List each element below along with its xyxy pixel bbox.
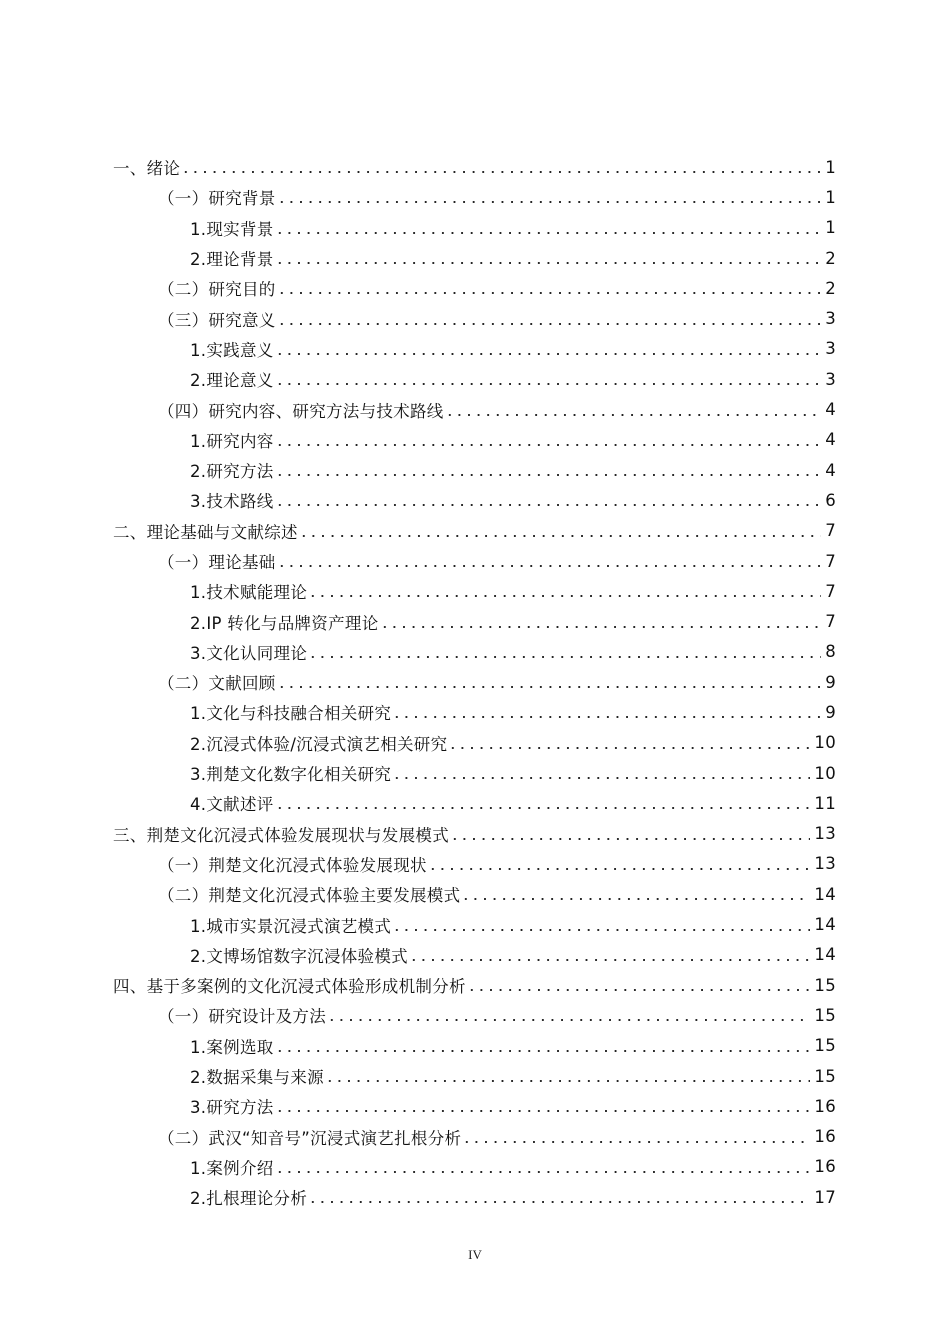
- toc-entry-title: 1.技术赋能理论: [190, 579, 308, 603]
- toc-entry[interactable]: [0, 152, 950, 182]
- dot-leader: [308, 595, 821, 597]
- toc-entry-row: [190, 943, 950, 967]
- dot-leader: [467, 989, 811, 991]
- toc-entry-page-number: 15: [814, 1005, 836, 1025]
- dot-leader: [380, 626, 822, 628]
- toc-entry-title: 1.案例介绍: [190, 1155, 275, 1179]
- toc-entry-page-number: 7: [825, 521, 836, 541]
- toc-entry-row: [190, 458, 950, 482]
- toc-entry[interactable]: [0, 909, 950, 939]
- toc-entry-row: [190, 1155, 950, 1179]
- toc-entry-title: 2.研究方法: [190, 458, 275, 482]
- toc-entry-row: [190, 913, 950, 937]
- toc-entry-page-number: 8: [825, 642, 836, 662]
- toc-entry-title: （一）研究设计及方法: [158, 1003, 327, 1027]
- toc-entry-page-number: 2: [825, 278, 836, 298]
- toc-entry[interactable]: [0, 637, 950, 667]
- toc-entry-page-number: 14: [814, 884, 836, 904]
- toc-entry[interactable]: [0, 1031, 950, 1061]
- toc-entry-row: [190, 337, 950, 361]
- dot-leader: [275, 1050, 811, 1052]
- toc-entry-title: 2.IP 转化与品牌资产理论: [190, 610, 380, 634]
- toc-entry-row: [158, 670, 950, 694]
- table-of-contents: [0, 152, 950, 1212]
- toc-entry-title: （一）研究背景: [158, 185, 277, 209]
- dot-leader: [450, 838, 810, 840]
- dot-leader: [277, 292, 822, 294]
- toc-entry[interactable]: [0, 182, 950, 212]
- toc-entry-title: （三）研究意义: [158, 307, 277, 331]
- toc-entry-page-number: 16: [814, 1127, 836, 1147]
- toc-entry[interactable]: [0, 243, 950, 273]
- dot-leader: [277, 565, 822, 567]
- toc-entry-row: [190, 216, 950, 240]
- toc-entry-row: [190, 1034, 950, 1058]
- toc-entry[interactable]: [0, 546, 950, 576]
- toc-entry-title: 二、理论基础与文献综述: [113, 519, 299, 543]
- toc-entry-row: [190, 1094, 950, 1118]
- toc-entry-title: 1.现实背景: [190, 216, 275, 240]
- toc-entry-title: 2.理论背景: [190, 246, 275, 270]
- toc-entry[interactable]: [0, 364, 950, 394]
- toc-entry[interactable]: [0, 849, 950, 879]
- dot-leader: [428, 868, 811, 870]
- toc-entry[interactable]: [0, 1152, 950, 1182]
- toc-entry-page-number: 15: [814, 975, 836, 995]
- toc-entry-title: 3.技术路线: [190, 488, 275, 512]
- toc-entry-page-number: 6: [825, 490, 836, 510]
- toc-entry-page-number: 3: [825, 339, 836, 359]
- dot-leader: [277, 323, 822, 325]
- dot-leader: [275, 807, 811, 809]
- toc-entry-title: （一）理论基础: [158, 549, 277, 573]
- toc-entry[interactable]: [0, 303, 950, 333]
- toc-entry-title: （二）文献回顾: [158, 670, 277, 694]
- toc-entry-row: [158, 276, 950, 300]
- toc-entry[interactable]: [0, 213, 950, 243]
- toc-entry-title: 3.研究方法: [190, 1094, 275, 1118]
- toc-entry-page-number: 4: [825, 400, 836, 420]
- toc-entry-page-number: 13: [814, 854, 836, 874]
- toc-entry-page-number: 4: [825, 460, 836, 480]
- dot-leader: [275, 1171, 811, 1173]
- dot-leader: [275, 504, 822, 506]
- toc-entry[interactable]: [0, 788, 950, 818]
- dot-leader: [308, 1201, 810, 1203]
- toc-entry-title: 1.城市实景沉浸式演艺模式: [190, 913, 392, 937]
- toc-entry-row: [190, 367, 950, 391]
- toc-entry[interactable]: [0, 1061, 950, 1091]
- toc-entry-title: 2.文博场馆数字沉浸体验模式: [190, 943, 409, 967]
- toc-entry-row: [113, 519, 950, 543]
- toc-entry[interactable]: [0, 667, 950, 697]
- toc-entry[interactable]: [0, 1000, 950, 1030]
- toc-entry-row: [113, 155, 950, 179]
- toc-entry[interactable]: [0, 970, 950, 1000]
- dot-leader: [392, 716, 821, 718]
- toc-entry-title: 1.案例选取: [190, 1034, 275, 1058]
- toc-entry-title: （二）研究目的: [158, 276, 277, 300]
- toc-entry-page-number: 1: [825, 157, 836, 177]
- toc-entry-page-number: 9: [825, 672, 836, 692]
- toc-entry-row: [113, 822, 950, 846]
- toc-entry-title: 2.沉浸式体验/沉浸式演艺相关研究: [190, 731, 448, 755]
- toc-entry-title: （四）研究内容、研究方法与技术路线: [158, 398, 445, 422]
- toc-entry-title: 2.数据采集与来源: [190, 1064, 325, 1088]
- dot-leader: [277, 201, 822, 203]
- dot-leader: [299, 535, 821, 537]
- toc-entry-title: 1.实践意义: [190, 337, 275, 361]
- toc-entry-page-number: 15: [814, 1036, 836, 1056]
- toc-entry-page-number: 1: [825, 218, 836, 238]
- dot-leader: [275, 353, 822, 355]
- toc-entry-row: [158, 852, 950, 876]
- toc-entry[interactable]: [0, 1122, 950, 1152]
- toc-entry-page-number: 14: [814, 915, 836, 935]
- toc-entry-page-number: 10: [814, 763, 836, 783]
- toc-entry-row: [190, 791, 950, 815]
- toc-entry-title: 3.文化认同理论: [190, 640, 308, 664]
- dot-leader: [181, 171, 821, 173]
- dot-leader: [275, 444, 822, 446]
- dot-leader: [275, 1110, 811, 1112]
- toc-entry-row: [190, 1185, 950, 1209]
- toc-entry-row: [158, 1125, 950, 1149]
- dot-leader: [277, 686, 822, 688]
- toc-entry-row: [190, 731, 950, 755]
- toc-entry-page-number: 7: [825, 551, 836, 571]
- toc-entry[interactable]: [0, 1091, 950, 1121]
- toc-entry-row: [190, 488, 950, 512]
- toc-entry-page-number: 10: [814, 733, 836, 753]
- toc-entry-title: 2.理论意义: [190, 367, 275, 391]
- toc-entry-row: [158, 307, 950, 331]
- toc-entry-page-number: 3: [825, 369, 836, 389]
- toc-entry-row: [190, 428, 950, 452]
- dot-leader: [275, 474, 822, 476]
- toc-entry-page-number: 3: [825, 309, 836, 329]
- toc-entry[interactable]: [0, 606, 950, 636]
- toc-entry-row: [158, 398, 950, 422]
- toc-entry-page-number: 9: [825, 702, 836, 722]
- toc-entry-row: [190, 610, 950, 634]
- toc-entry[interactable]: [0, 273, 950, 303]
- toc-entry[interactable]: [0, 455, 950, 485]
- toc-entry-title: 2.扎根理论分析: [190, 1185, 308, 1209]
- dot-leader: [308, 656, 821, 658]
- toc-entry[interactable]: [0, 1182, 950, 1212]
- toc-entry[interactable]: [0, 940, 950, 970]
- dot-leader: [392, 777, 810, 779]
- toc-entry[interactable]: [0, 879, 950, 909]
- dot-leader: [392, 929, 810, 931]
- toc-entry[interactable]: [0, 697, 950, 727]
- page-number-footer: IV: [468, 1247, 482, 1262]
- dot-leader: [275, 232, 822, 234]
- toc-entry[interactable]: [0, 576, 950, 606]
- toc-entry-page-number: 16: [814, 1096, 836, 1116]
- dot-leader: [462, 1141, 810, 1143]
- toc-entry-row: [190, 246, 950, 270]
- toc-entry-page-number: 13: [814, 824, 836, 844]
- toc-entry-page-number: 2: [825, 248, 836, 268]
- toc-entry-page-number: 17: [814, 1187, 836, 1207]
- toc-entry-row: [158, 882, 950, 906]
- toc-entry-title: 一、绪论: [113, 155, 181, 179]
- toc-entry[interactable]: [0, 394, 950, 424]
- toc-entry-row: [158, 185, 950, 209]
- toc-entry-page-number: 7: [825, 612, 836, 632]
- dot-leader: [448, 747, 810, 749]
- toc-entry-row: [190, 700, 950, 724]
- toc-entry-title: （二）荆楚文化沉浸式体验主要发展模式: [158, 882, 461, 906]
- toc-entry-page-number: 1: [825, 187, 836, 207]
- toc-entry-row: [158, 549, 950, 573]
- dot-leader: [325, 1080, 810, 1082]
- dot-leader: [275, 383, 822, 385]
- toc-entry-title: 4.文献述评: [190, 791, 275, 815]
- dot-leader: [327, 1019, 810, 1021]
- toc-entry-page-number: 4: [825, 430, 836, 450]
- toc-entry-page-number: 7: [825, 581, 836, 601]
- toc-entry-title: （一）荆楚文化沉浸式体验发展现状: [158, 852, 428, 876]
- toc-entry-row: [158, 1003, 950, 1027]
- toc-entry[interactable]: [0, 425, 950, 455]
- toc-entry-row: [190, 761, 950, 785]
- toc-entry-page-number: 14: [814, 945, 836, 965]
- toc-entry[interactable]: [0, 485, 950, 515]
- toc-entry[interactable]: [0, 758, 950, 788]
- toc-entry-row: [190, 579, 950, 603]
- toc-entry-title: 1.研究内容: [190, 428, 275, 452]
- toc-entry[interactable]: [0, 516, 950, 546]
- dot-leader: [461, 898, 810, 900]
- toc-entry-page-number: 16: [814, 1157, 836, 1177]
- toc-entry-row: [190, 1064, 950, 1088]
- toc-entry-row: [113, 973, 950, 997]
- toc-entry-page-number: 11: [814, 793, 836, 813]
- toc-entry-page-number: 15: [814, 1066, 836, 1086]
- toc-entry[interactable]: [0, 728, 950, 758]
- toc-entry[interactable]: [0, 334, 950, 364]
- toc-entry-title: （二）武汉“知音号”沉浸式演艺扎根分析: [158, 1125, 462, 1149]
- toc-entry-title: 三、荆楚文化沉浸式体验发展现状与发展模式: [113, 822, 450, 846]
- toc-entry-title: 3.荆楚文化数字化相关研究: [190, 761, 392, 785]
- dot-leader: [445, 414, 822, 416]
- toc-entry-row: [190, 640, 950, 664]
- dot-leader: [275, 262, 822, 264]
- toc-entry-title: 1.文化与科技融合相关研究: [190, 700, 392, 724]
- toc-entry[interactable]: [0, 819, 950, 849]
- dot-leader: [409, 959, 810, 961]
- toc-entry-title: 四、基于多案例的文化沉浸式体验形成机制分析: [113, 973, 467, 997]
